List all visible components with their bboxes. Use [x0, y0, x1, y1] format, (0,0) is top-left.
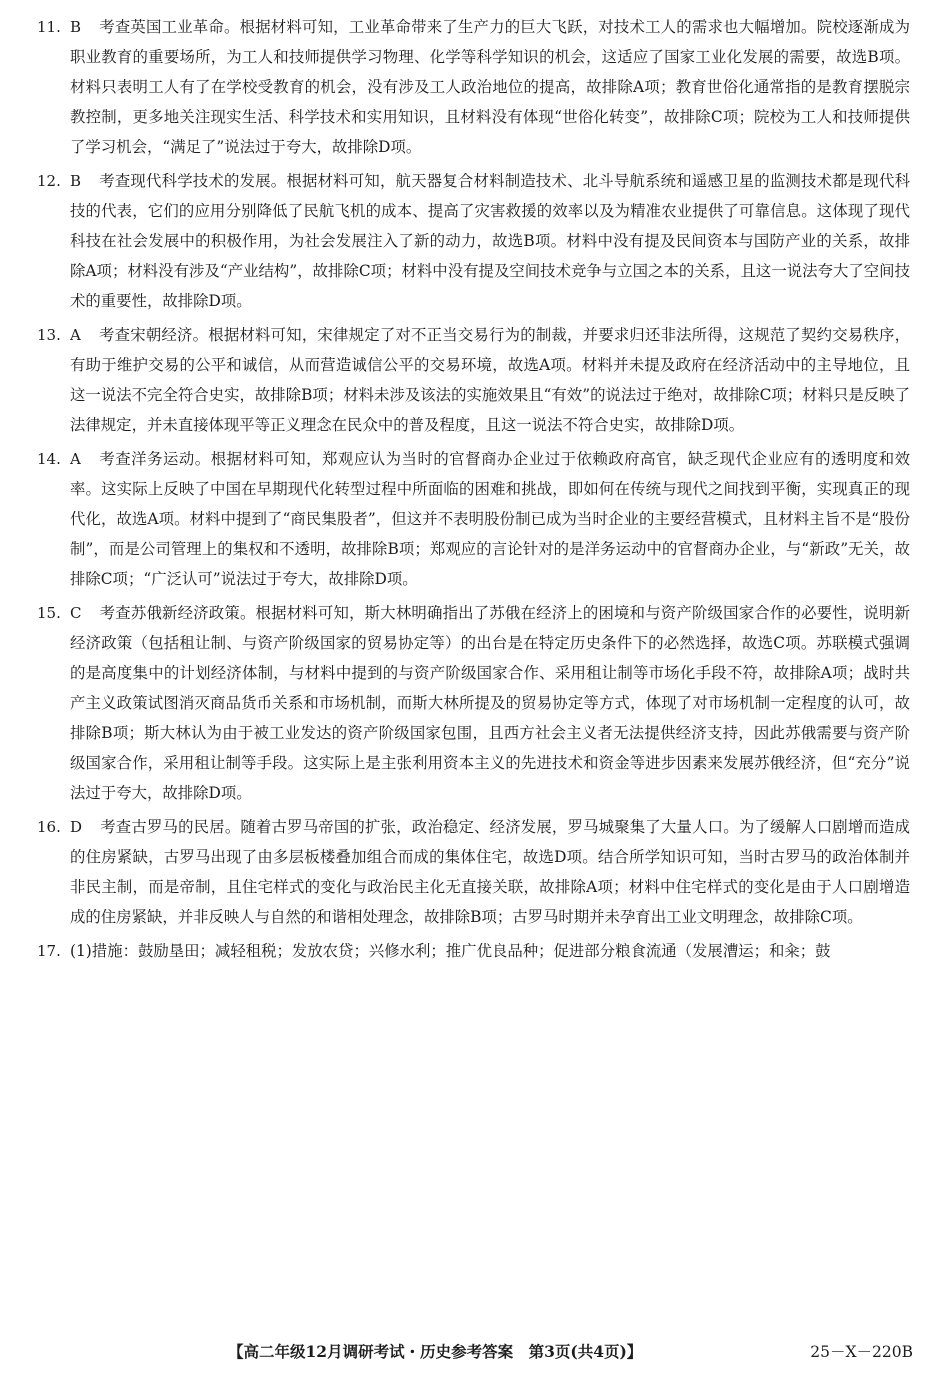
item-body: [70, 812, 910, 932]
explanation-text: 考查苏俄新经济政策。根据材料可知，斯大林明确指出了苏俄在经济上的困境和与资产阶级国家合作的必要性，说明新经济政策（包括租让制、与资产阶级国家的贸易协定等）的出台是在特定历史条件下的必然选择，故选C项。苏联模式强调的是高度集中的计划经济体制，与材料中提到的与资产阶级国家合作、采用租让制等市场化手段不符，故排除A项；战时共产主义政策试图消灭商品货币关系和市场机制，而斯大林所提及的贸易协定等方式，体现了对市场机制一定程度的认可，故排除B项；斯大林认为由于被工业发达的资产阶级国家包围，且西方社会主义者无法提供经济支持，因此苏俄需要与资产阶级国家合作，采用租让制等手段。这实际上是主张利用资本主义的先进技术和资金等进步因素来发展苏俄经济，但“充分”说法过于夸大，故排除D项。: [70, 604, 910, 802]
item-body: [70, 598, 910, 808]
answer-item-13: [37, 320, 910, 440]
answer-letter: C: [70, 604, 82, 622]
item-number: 14.: [37, 450, 61, 468]
item-number: 12.: [37, 172, 61, 190]
explanation-text: 考查古罗马的民居。随着古罗马帝国的扩张，政治稳定、经济发展，罗马城聚集了大量人口。为了缓解人口剧增而造成的住房紧缺，古罗马出现了由多层板楼叠加组合而成的集体住宅，故选D项。结合所学知识可知，当时古罗马的政治体制并非民主制，而是帝制，且住宅样式的变化与政治民主化无直接关联，故排除A项；材料中住宅样式的变化是由于人口剧增造成的住房紧缺，并非反映人与自然的和谐相处理念，故排除B项；古罗马时期并未孕育出工业文明理念，故排除C项。: [70, 818, 910, 926]
explanation-text: 考查现代科学技术的发展。根据材料可知，航天器复合材料制造技术、北斗导航系统和遥感卫星的监测技术都是现代科技的代表，它们的应用分别降低了民航飞机的成本、提高了灾害救援的效率以及为精准农业提供了可靠信息。这体现了现代科技在社会发展中的积极作用，为社会发展注入了新的动力，故选B项。材料中没有提及民间资本与国防产业的关系，故排除A项；材料没有涉及“产业结构”，故排除C项；材料中没有提及空间技术竞争与立国之本的关系，且这一说法夸大了空间技术的重要性，故排除D项。: [70, 172, 910, 310]
item-number: 15.: [37, 604, 61, 622]
answer-item-11: [37, 12, 910, 162]
answer-letter: B: [70, 18, 82, 36]
item-number: 16.: [37, 818, 61, 836]
footer-code: 25－X－220B: [810, 1343, 913, 1361]
answer-letter: A: [70, 326, 81, 344]
item-body: [70, 320, 910, 440]
item-body: [70, 936, 910, 966]
answer-letter: A: [70, 450, 81, 468]
explanation-text: 考查英国工业革命。根据材料可知，工业革命带来了生产力的巨大飞跃，对技术工人的需求也大幅增加。院校逐渐成为职业教育的重要场所，为工人和技师提供学习物理、化学等科学知识的机会，这适应了国家工业化发展的需要，故选B项。材料只表明工人有了在学校受教育的机会，没有涉及工人政治地位的提高，故排除A项；教育世俗化通常指的是教育摆脱宗教控制，更多地关注现实生活、科学技术和实用知识，且材料没有体现“世俗化转变”，故排除C项；院校为工人和技师提供了学习机会，“满足了”说法过于夸大，故排除D项。: [70, 18, 910, 156]
answer-item-15: [37, 598, 910, 808]
answer-item-14: [37, 444, 910, 594]
answer-letter: B: [70, 172, 82, 190]
answer-item-12: [37, 166, 910, 316]
answer-list: [37, 12, 910, 970]
answer-letter: D: [70, 818, 83, 836]
item-number: 13.: [37, 326, 61, 344]
explanation-text: 考查洋务运动。根据材料可知，郑观应认为当时的官督商办企业过于依赖政府高官，缺乏现代企业应有的透明度和效率。这实际上反映了中国在早期现代化转型过程中所面临的困难和挑战，即如何在传统与现代之间找到平衡，实现真正的现代化，故选A项。材料中提到了“商民集股者”，但这并不表明股份制已成为当时企业的主要经营模式，且材料主旨不是“股份制”，而是公司管理上的集权和不透明，故排除B项；郑观应的言论针对的是洋务运动中的官督商办企业，与“新政”无关，故排除C项；“广泛认可”说法过于夸大，故排除D项。: [70, 450, 910, 588]
explanation-text: (1)措施：鼓励垦田；减轻租税；发放农贷；兴修水利；推广优良品种；促进部分粮食流通（发展漕运；和籴；鼓: [70, 942, 831, 960]
item-body: [70, 166, 910, 316]
page-footer: [0, 1340, 950, 1370]
answer-item-17: [37, 936, 910, 966]
item-body: [70, 12, 910, 162]
footer-title: 【高二年级12月调研考试・历史参考答案 第3页(共4页)】: [228, 1342, 643, 1361]
item-body: [70, 444, 910, 594]
item-number: 17.: [37, 942, 61, 960]
explanation-text: 考查宋朝经济。根据材料可知，宋律规定了对不正当交易行为的制裁，并要求归还非法所得，这规范了契约交易秩序，有助于维护交易的公平和诚信，从而营造诚信公平的交易环境，故选A项。材料并未提及政府在经济活动中的主导地位，且这一说法不完全符合史实，故排除B项；材料未涉及该法的实施效果且“有效”的说法过于绝对，故排除C项；材料只是反映了法律规定，并未直接体现平等正义理念在民众中的普及程度，且这一说法不符合史实，故排除D项。: [70, 326, 910, 434]
item-number: 11.: [37, 18, 61, 36]
answer-item-16: [37, 812, 910, 932]
